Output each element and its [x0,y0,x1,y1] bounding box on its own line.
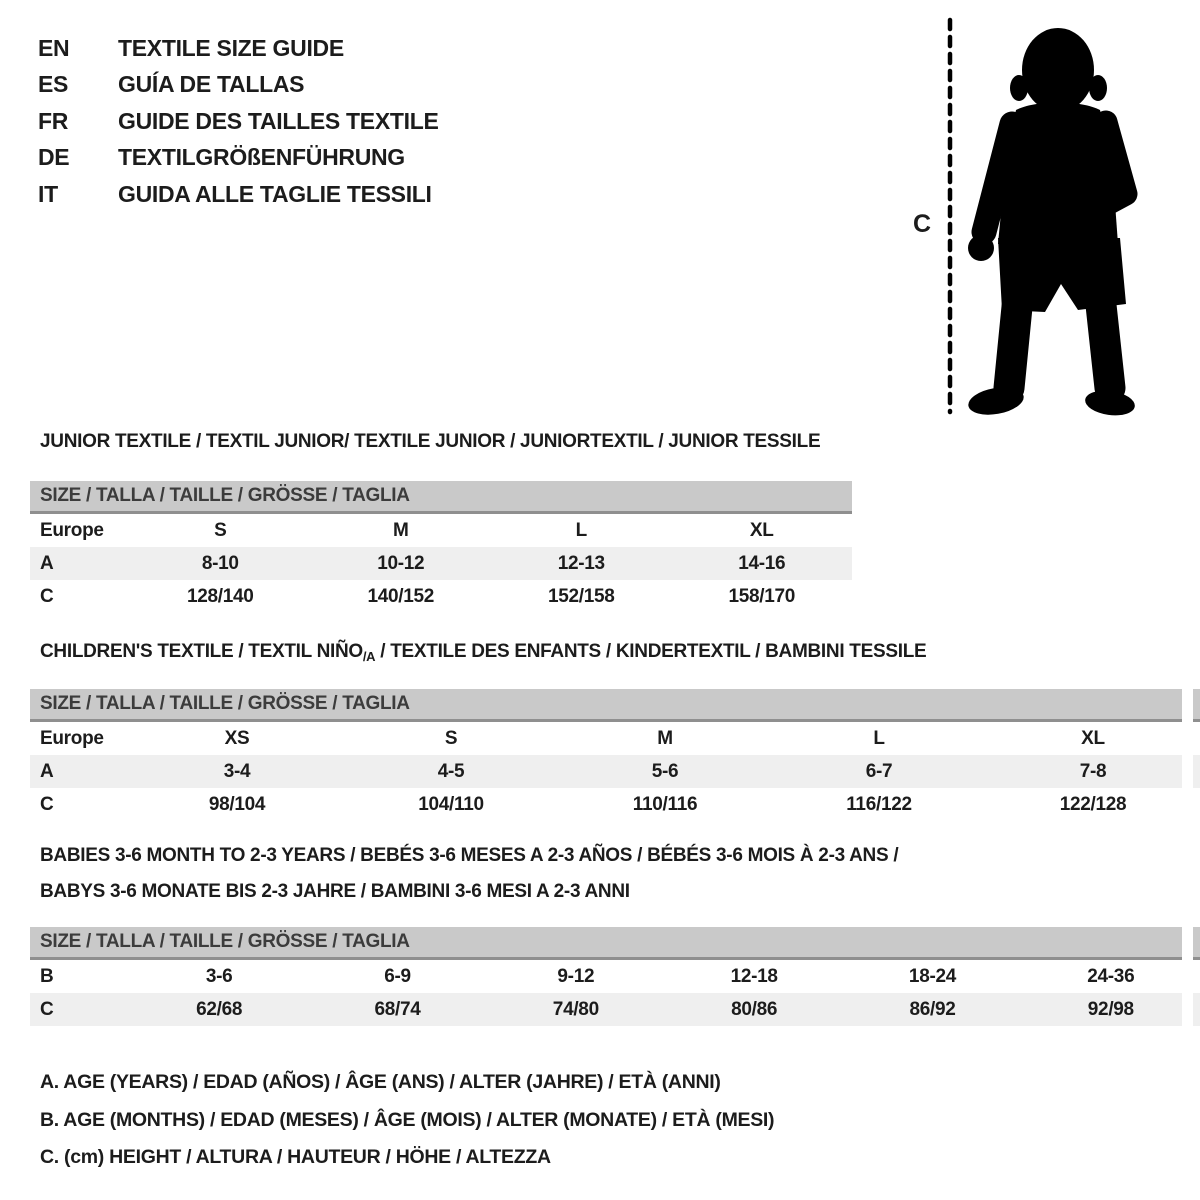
junior-row-europe [30,514,852,547]
table-cell: 152/158 [547,585,615,607]
junior-size-header-bar: SIZE / TALLA / TAILLE / GRÖSSE / TAGLIA [30,481,852,514]
table-cell: 92/98 [1087,998,1134,1020]
table-cell: 12-13 [557,552,605,574]
table-cell: XS [224,727,250,749]
table-cell: 8-10 [201,552,239,574]
row-label: C [40,793,54,815]
table-cell: 24-36 [1087,965,1135,987]
toddler-silhouette-icon [966,28,1136,416]
section-title-line [40,838,898,874]
table-cell: L [575,519,587,541]
table-cell: 5-6 [651,760,679,782]
language-guide-title: GUIDA ALLE TAGLIE TESSILI [118,180,432,207]
table-cell: 62/68 [196,998,243,1020]
babies-size-table [30,927,1200,1026]
row-label: A [40,760,54,782]
table-cell: S [214,519,227,541]
row-label: B [40,965,54,987]
table-cell: 14-16 [738,552,786,574]
language-code: FR [38,107,69,134]
junior-row-c [30,580,852,613]
section-title-line [40,874,898,910]
right-edge-crop-strip [1182,685,1193,1030]
table-cell: 80/86 [731,998,778,1020]
children-row-a [30,755,1200,788]
table-cell: 6-7 [865,760,893,782]
row-label: C [40,585,54,607]
title-segment: / TEXTILE DES ENFANTS / KINDERTEXTIL / BAMBINI TESSILE [375,641,927,662]
table-cell: 116/122 [846,793,912,815]
language-guide-title: GUIDE DES TAILLES TEXTILE [118,107,439,134]
table-cell: 4-5 [437,760,465,782]
table-cell: 74/80 [552,998,599,1020]
title-segment: JUNIOR TEXTILE / TEXTIL JUNIOR/ TEXTILE JUNIOR / JUNIORTEXTIL / JUNIOR TESSILE [40,431,821,452]
row-label: Europe [40,519,104,541]
table-cell: 18-24 [908,965,957,987]
children-row-c [30,788,1200,821]
table-cell: L [873,727,885,749]
babies-row-c [30,993,1200,1026]
children-size-header-bar: SIZE / TALLA / TAILLE / GRÖSSE / TAGLIA [30,689,1200,722]
table-cell: 10-12 [377,552,425,574]
legend-line-c: C. (cm) HEIGHT / ALTURA / HAUTEUR / HÖHE / ALTEZZA [40,1146,551,1168]
language-row-de [38,140,439,177]
junior-row-a [30,547,852,580]
height-figure [938,12,1143,416]
table-cell: 86/92 [909,998,956,1020]
table-cell: M [657,727,673,749]
language-row-fr [38,103,439,140]
row-label: C [40,998,54,1020]
language-row-it [38,176,439,213]
table-cell: 7-8 [1079,760,1107,782]
language-guide-title: GUÍA DE TALLAS [118,71,305,98]
table-cell: 110/116 [632,793,698,815]
table-cell: XL [749,519,774,541]
children-size-table [30,689,1200,821]
section-title-babies [40,838,898,910]
title-segment: /A [362,649,376,664]
legend [40,1064,774,1177]
table-cell: 122/128 [1059,793,1127,815]
language-code: EN [38,34,70,61]
table-cell: 6-9 [384,965,411,987]
table-cell: 3-6 [205,965,233,987]
language-row-en [38,30,439,67]
table-cell: 158/170 [728,585,796,607]
children-row-europe [30,722,1200,755]
language-guide-title: TEXTILGRÖßENFÜHRUNG [118,144,405,171]
babies-size-header-bar: SIZE / TALLA / TAILLE / GRÖSSE / TAGLIA [30,927,1200,960]
section-title-children [40,634,926,675]
language-guide-title: TEXTILE SIZE GUIDE [118,34,344,61]
height-measure-label: C [912,210,932,238]
language-code: DE [38,144,70,171]
section-title-junior [40,424,820,460]
table-cell: XL [1081,727,1105,749]
language-title-list [38,30,439,213]
table-cell: 3-4 [223,760,251,782]
row-label: A [40,552,54,574]
section-title-line [40,634,926,675]
table-cell: 140/152 [367,585,435,607]
table-cell: M [392,519,409,541]
title-segment: BABYS 3-6 MONATE BIS 2-3 JAHRE / BAMBINI 3-6 MESI A 2-3 ANNI [40,881,630,902]
table-cell: 98/104 [208,793,266,815]
language-code: ES [38,71,69,98]
section-title-line [40,424,820,460]
title-segment: CHILDREN'S TEXTILE / TEXTIL NIÑO [40,641,363,662]
table-cell: 128/140 [186,585,254,607]
language-row-es [38,67,439,104]
babies-row-b [30,960,1200,993]
table-cell: 9-12 [557,965,595,987]
title-segment: BABIES 3-6 MONTH TO 2-3 YEARS / BEBÉS 3-6 MESES A 2-3 AÑOS / BÉBÉS 3-6 MOIS À 2-3 ANS / [40,845,899,866]
legend-line-b: B. AGE (MONTHS) / EDAD (MESES) / ÂGE (MOIS) / ALTER (MONATE) / ETÀ (MESI) [40,1108,775,1131]
row-label: Europe [40,727,104,749]
table-cell: 104/110 [418,793,484,815]
table-cell: 12-18 [730,965,778,987]
table-cell: S [444,727,458,749]
language-code: IT [38,180,58,207]
junior-size-table [30,481,852,613]
table-cell: 68/74 [374,998,421,1020]
legend-line-a: A. AGE (YEARS) / EDAD (AÑOS) / ÂGE (ANS) / ALTER (JAHRE) / ETÀ (ANNI) [40,1071,721,1093]
